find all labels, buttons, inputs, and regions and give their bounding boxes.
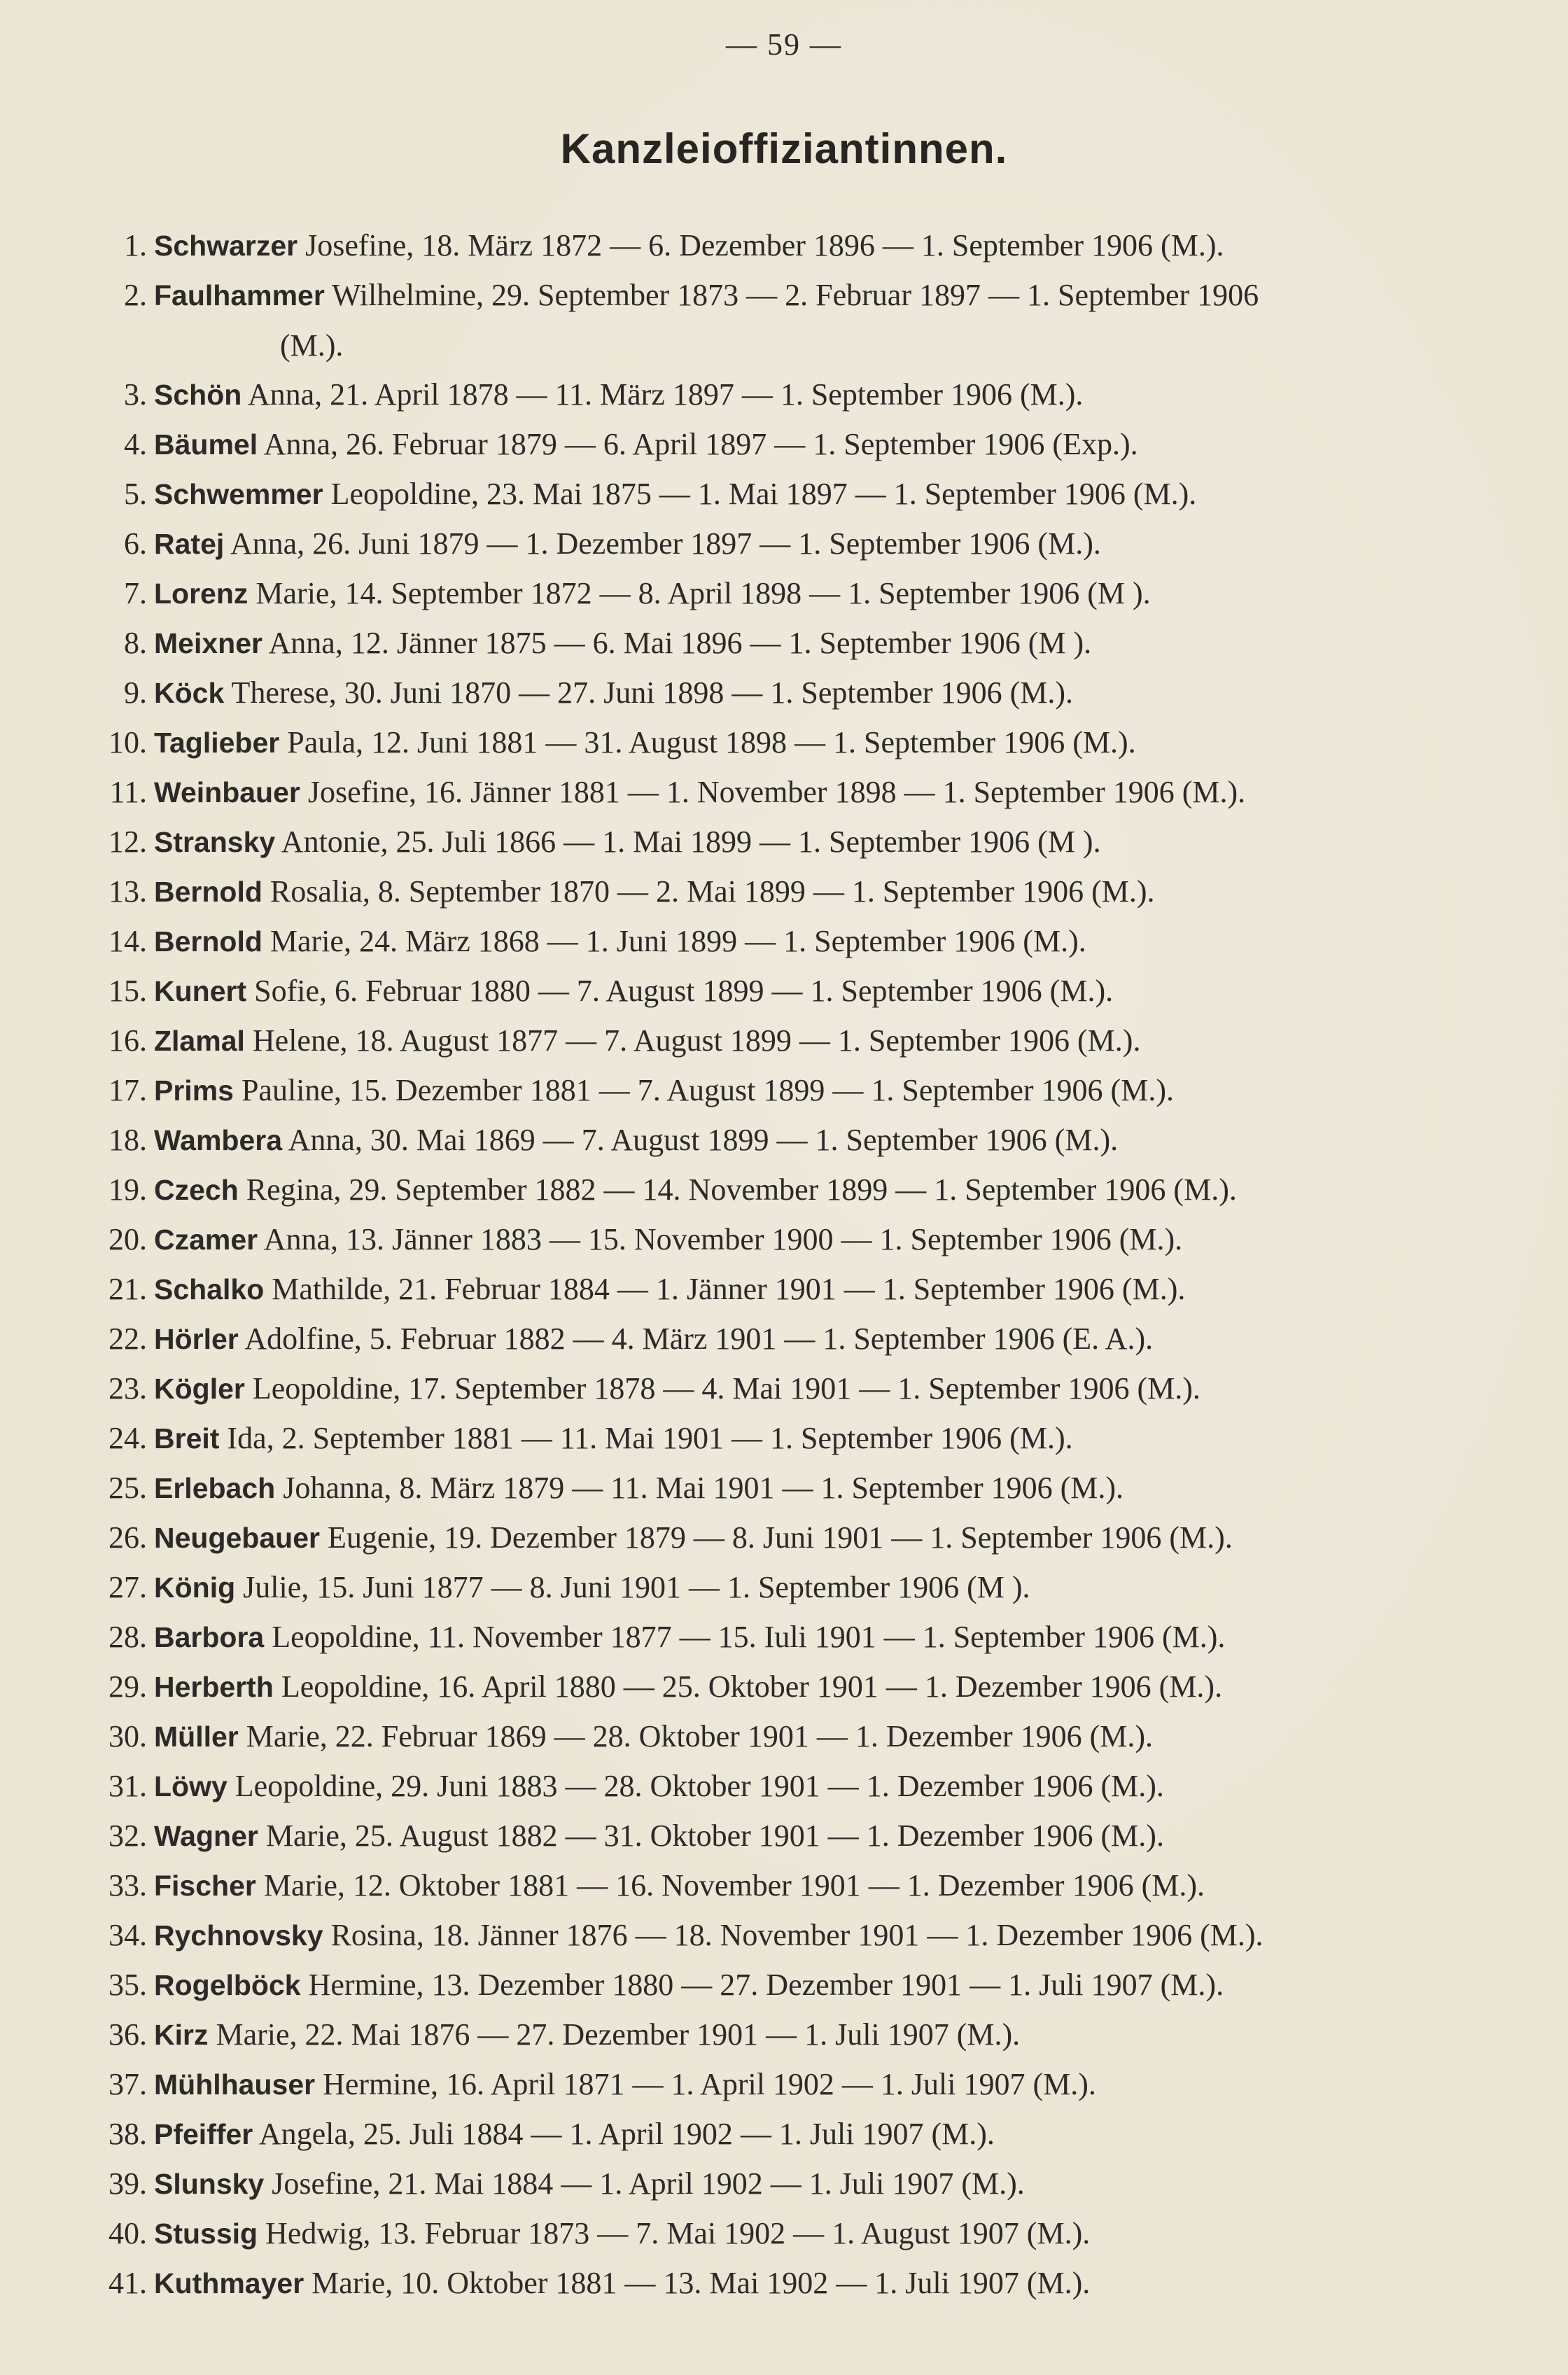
list-item bbox=[0, 717, 1568, 767]
entry-surname: Bernold bbox=[154, 925, 262, 958]
list-item bbox=[0, 1314, 1568, 1364]
entry-number: 5. bbox=[124, 477, 147, 511]
entry-text bbox=[154, 1612, 1498, 1662]
list-item bbox=[0, 419, 1568, 469]
entry-details: Anna, 26. Februar 1879 — 6. April 1897 — 1. September 1906 (Exp.). bbox=[263, 427, 1138, 461]
entry-number: 10. bbox=[108, 725, 147, 759]
entry-text bbox=[154, 1264, 1498, 1315]
entry-number: 7. bbox=[124, 576, 147, 610]
entry-details: Anna, 21. April 1878 — 11. März 1897 — 1. September 1906 (M.). bbox=[247, 377, 1084, 412]
list-item bbox=[0, 1910, 1568, 1960]
entry-text bbox=[154, 618, 1498, 668]
entry-surname: Kunert bbox=[154, 975, 247, 1007]
list-item bbox=[0, 1016, 1568, 1065]
entry-number: 37. bbox=[108, 2067, 147, 2101]
entry-text bbox=[154, 519, 1498, 569]
entry-details: Leopoldine, 23. Mai 1875 — 1. Mai 1897 — 1. September 1906 (M.). bbox=[330, 477, 1197, 511]
entry-details: Josefine, 21. Mai 1884 — 1. April 1902 — 1. Juli 1907 (M.). bbox=[272, 2166, 1025, 2201]
list-item bbox=[0, 370, 1568, 419]
list-item bbox=[0, 1662, 1568, 1711]
list-item bbox=[0, 2010, 1568, 2059]
list-item bbox=[0, 1513, 1568, 1562]
page-title: Kanzleioffiziantinnen. bbox=[560, 125, 1008, 172]
entry-details: Helene, 18. August 1877 — 7. August 1899 — 1. September 1906 (M.). bbox=[252, 1023, 1141, 1058]
list-item bbox=[0, 220, 1568, 270]
entry-surname: Breit bbox=[154, 1422, 220, 1455]
list-item bbox=[0, 1364, 1568, 1413]
entry-text bbox=[154, 1016, 1498, 1066]
entry-surname: Hörler bbox=[154, 1323, 239, 1355]
entry-surname: Fischer bbox=[154, 1870, 256, 1902]
entry-number: 30. bbox=[108, 1719, 147, 1753]
entry-details: Marie, 14. September 1872 — 8. April 1898 — 1. September 1906 (M ). bbox=[255, 576, 1151, 610]
list-item bbox=[0, 867, 1568, 916]
entry-text bbox=[154, 1861, 1498, 1911]
entry-surname: Kögler bbox=[154, 1373, 245, 1405]
entry-text bbox=[154, 419, 1498, 470]
entry-text bbox=[154, 1214, 1498, 1265]
entry-text bbox=[154, 1662, 1498, 1712]
entry-surname: Neugebauer bbox=[154, 1522, 320, 1554]
list-item bbox=[0, 2109, 1568, 2159]
entry-surname: Bäumel bbox=[154, 428, 258, 461]
entry-number: 16. bbox=[108, 1023, 147, 1058]
entry-text bbox=[154, 2208, 1498, 2259]
entry-text bbox=[154, 966, 1498, 1016]
entry-surname: Köck bbox=[154, 677, 225, 709]
entry-number: 25. bbox=[108, 1471, 147, 1505]
entry-details: Anna, 30. Mai 1869 — 7. August 1899 — 1. September 1906 (M.). bbox=[288, 1123, 1119, 1157]
entry-text bbox=[154, 1364, 1498, 1414]
entry-continuation: (M.). bbox=[280, 328, 344, 363]
entry-text bbox=[154, 220, 1498, 271]
entry-number: 39. bbox=[108, 2166, 147, 2201]
entry-number: 22. bbox=[108, 1322, 147, 1356]
entry-surname: Erlebach bbox=[154, 1472, 276, 1504]
entry-text bbox=[154, 668, 1498, 718]
list-item bbox=[0, 469, 1568, 519]
entry-details: Julie, 15. Juni 1877 — 8. Juni 1901 — 1. September 1906 (M ). bbox=[243, 1570, 1030, 1604]
entry-surname: Schwemmer bbox=[154, 478, 323, 510]
list-item bbox=[0, 2258, 1568, 2308]
list-item bbox=[0, 2059, 1568, 2109]
entry-text bbox=[154, 1513, 1498, 1563]
entry-details: Leopoldine, 29. Juni 1883 — 28. Oktober 1901 — 1. Dezember 1906 (M.). bbox=[234, 1769, 1164, 1803]
entry-details: Anna, 12. Jänner 1875 — 6. Mai 1896 — 1. September 1906 (M ). bbox=[268, 626, 1092, 660]
entry-surname: Kirz bbox=[154, 2019, 209, 2051]
entry-text bbox=[154, 867, 1498, 917]
entry-text bbox=[154, 1811, 1498, 1861]
entry-number: 8. bbox=[124, 626, 147, 660]
entry-details: Pauline, 15. Dezember 1881 — 7. August 1899 — 1. September 1906 (M.). bbox=[241, 1073, 1174, 1107]
entry-surname: Wagner bbox=[154, 1820, 258, 1852]
entry-number: 11. bbox=[109, 775, 147, 809]
entry-details: Regina, 29. September 1882 — 14. November 1899 — 1. September 1906 (M.). bbox=[246, 1172, 1237, 1207]
entry-surname: Kuthmayer bbox=[154, 2267, 304, 2299]
entry-details: Rosalia, 8. September 1870 — 2. Mai 1899 — 1. September 1906 (M.). bbox=[270, 874, 1155, 909]
list-item bbox=[0, 519, 1568, 568]
list-item bbox=[0, 1861, 1568, 1910]
entry-text bbox=[154, 1761, 1498, 1812]
list-item bbox=[0, 618, 1568, 668]
list-item bbox=[0, 1612, 1568, 1662]
entry-details: Hermine, 13. Dezember 1880 — 27. Dezember 1901 — 1. Juli 1907 (M.). bbox=[308, 1968, 1224, 2002]
entry-text bbox=[154, 817, 1498, 867]
entry-number: 26. bbox=[108, 1520, 147, 1555]
entry-surname: Czech bbox=[154, 1174, 239, 1206]
list-item bbox=[0, 1463, 1568, 1513]
entry-number: 9. bbox=[124, 675, 147, 710]
list-item bbox=[0, 1214, 1568, 1264]
entry-text bbox=[154, 1115, 1498, 1165]
entry-details: Anna, 26. Juni 1879 — 1. Dezember 1897 — 1. September 1906 (M.). bbox=[230, 526, 1101, 561]
entry-text bbox=[154, 270, 1498, 370]
entry-number: 32. bbox=[108, 1819, 147, 1853]
entry-text bbox=[154, 1314, 1498, 1364]
entry-surname: Stussig bbox=[154, 2218, 258, 2250]
list-item bbox=[0, 1811, 1568, 1861]
entry-surname: Meixner bbox=[154, 627, 262, 659]
entry-surname: Wambera bbox=[154, 1124, 283, 1156]
entry-text bbox=[154, 2159, 1498, 2209]
entry-surname: Schön bbox=[154, 379, 242, 411]
entry-details: Marie, 24. März 1868 — 1. Juni 1899 — 1. September 1906 (M.). bbox=[270, 924, 1086, 958]
list-item bbox=[0, 966, 1568, 1016]
entry-text bbox=[154, 1711, 1498, 1762]
entry-text bbox=[154, 2010, 1498, 2060]
entry-surname: König bbox=[154, 1571, 236, 1604]
entry-surname: Mühlhauser bbox=[154, 2068, 316, 2101]
entry-surname: Pfeiffer bbox=[154, 2118, 253, 2150]
list-item bbox=[0, 767, 1568, 817]
entry-details: Marie, 10. Oktober 1881 — 13. Mai 1902 — 1. Juli 1907 (M.). bbox=[312, 2266, 1091, 2300]
entry-details: Mathilde, 21. Februar 1884 — 1. Jänner 1901 — 1. September 1906 (M.). bbox=[272, 1272, 1186, 1306]
entry-details: Paula, 12. Juni 1881 — 31. August 1898 — 1. September 1906 (M.). bbox=[287, 725, 1136, 759]
entry-number: 21. bbox=[108, 1272, 147, 1306]
entry-details: Leopoldine, 17. September 1878 — 4. Mai 1901 — 1. September 1906 (M.). bbox=[252, 1371, 1200, 1406]
entry-number: 19. bbox=[108, 1172, 147, 1207]
entry-details: Antonie, 25. Juli 1866 — 1. Mai 1899 — 1. September 1906 (M ). bbox=[281, 825, 1101, 859]
entry-text bbox=[154, 1910, 1498, 1961]
entry-number: 28. bbox=[108, 1620, 147, 1654]
entry-number: 14. bbox=[108, 924, 147, 958]
entry-surname: Faulhammer bbox=[154, 279, 325, 311]
entry-details: Marie, 12. Oktober 1881 — 16. November 1901 — 1. Dezember 1906 (M.). bbox=[263, 1868, 1205, 1903]
entry-number: 35. bbox=[108, 1968, 147, 2002]
entry-text bbox=[154, 717, 1498, 768]
entry-surname: Rogelböck bbox=[154, 1969, 301, 2001]
entry-details: Leopoldine, 16. April 1880 — 25. Oktober 1901 — 1. Dezember 1906 (M.). bbox=[281, 1669, 1223, 1704]
entry-number: 24. bbox=[108, 1421, 147, 1455]
entry-details: Hedwig, 13. Februar 1873 — 7. Mai 1902 — 1. August 1907 (M.). bbox=[265, 2216, 1091, 2250]
entry-details: Marie, 22. Februar 1869 — 28. Oktober 1901 — 1. Dezember 1906 (M.). bbox=[246, 1719, 1154, 1753]
list-item bbox=[0, 1761, 1568, 1811]
entry-surname: Weinbauer bbox=[154, 776, 300, 808]
entry-number: 6. bbox=[124, 526, 147, 561]
entry-text bbox=[154, 2258, 1498, 2309]
entry-surname: Czamer bbox=[154, 1224, 258, 1256]
list-item bbox=[0, 270, 1568, 370]
entry-surname: Prims bbox=[154, 1074, 234, 1107]
entry-details: Josefine, 16. Jänner 1881 — 1. November 1898 — 1. September 1906 (M.). bbox=[307, 775, 1246, 809]
entry-surname: Müller bbox=[154, 1721, 239, 1753]
entry-surname: Schalko bbox=[154, 1273, 265, 1305]
entry-details: Johanna, 8. März 1879 — 11. Mai 1901 — 1. September 1906 (M.). bbox=[283, 1471, 1124, 1505]
entry-surname: Bernold bbox=[154, 876, 262, 908]
list-item bbox=[0, 1562, 1568, 1612]
entry-surname: Herberth bbox=[154, 1671, 274, 1703]
entry-details: Sofie, 6. Februar 1880 — 7. August 1899 — 1. September 1906 (M.). bbox=[254, 974, 1114, 1008]
entry-list bbox=[0, 220, 1568, 2308]
entry-number: 18. bbox=[108, 1123, 147, 1157]
entry-surname: Rychnovsky bbox=[154, 1919, 323, 1952]
entry-number: 3. bbox=[124, 377, 147, 412]
entry-surname: Stransky bbox=[154, 826, 276, 858]
entry-text bbox=[154, 469, 1498, 519]
entry-surname: Slunsky bbox=[154, 2168, 265, 2200]
entry-details: Therese, 30. Juni 1870 — 27. Juni 1898 — 1. September 1906 (M.). bbox=[231, 675, 1074, 710]
entry-details: Marie, 22. Mai 1876 — 27. Dezember 1901 — 1. Juli 1907 (M.). bbox=[216, 2017, 1021, 2052]
entry-details: Rosina, 18. Jänner 1876 — 18. November 1901 — 1. Dezember 1906 (M.). bbox=[330, 1918, 1264, 1952]
list-item bbox=[0, 1264, 1568, 1314]
entry-number: 31. bbox=[108, 1769, 147, 1803]
entry-surname: Schwarzer bbox=[154, 230, 298, 262]
entry-text bbox=[154, 767, 1498, 818]
entry-number: 17. bbox=[108, 1073, 147, 1107]
list-item bbox=[0, 916, 1568, 966]
entry-details: Josefine, 18. März 1872 — 6. Dezember 1896 — 1. September 1906 (M.). bbox=[305, 228, 1224, 262]
entry-details: Ida, 2. September 1881 — 11. Mai 1901 — 1. September 1906 (M.). bbox=[227, 1421, 1073, 1455]
entry-number: 33. bbox=[108, 1868, 147, 1903]
list-item bbox=[0, 1115, 1568, 1165]
entry-number: 36. bbox=[108, 2017, 147, 2052]
entry-details: Wilhelmine, 29. September 1873 — 2. Februar 1897 — 1. September 1906 bbox=[332, 278, 1259, 312]
entry-number: 40. bbox=[108, 2216, 147, 2250]
list-item bbox=[0, 2208, 1568, 2258]
entry-number: 15. bbox=[108, 974, 147, 1008]
list-item bbox=[0, 1165, 1568, 1214]
list-item bbox=[0, 1960, 1568, 2010]
entry-number: 4. bbox=[124, 427, 147, 461]
entry-surname: Zlamal bbox=[154, 1025, 245, 1057]
list-item bbox=[0, 817, 1568, 867]
entry-details: Hermine, 16. April 1871 — 1. April 1902 — 1. Juli 1907 (M.). bbox=[323, 2067, 1096, 2101]
entry-text bbox=[154, 1065, 1498, 1116]
entry-surname: Lorenz bbox=[154, 577, 248, 610]
entry-text bbox=[154, 2059, 1498, 2110]
entry-details: Marie, 25. August 1882 — 31. Oktober 1901 — 1. Dezember 1906 (M.). bbox=[265, 1819, 1164, 1853]
entry-details: Angela, 25. Juli 1884 — 1. April 1902 — 1. Juli 1907 (M.). bbox=[258, 2117, 995, 2151]
list-item bbox=[0, 1413, 1568, 1463]
entry-number: 41. bbox=[108, 2266, 147, 2300]
entry-text bbox=[154, 1960, 1498, 2010]
entry-details: Eugenie, 19. Dezember 1879 — 8. Juni 1901 — 1. September 1906 (M.). bbox=[327, 1520, 1233, 1555]
entry-text bbox=[154, 1165, 1498, 1215]
list-item bbox=[0, 568, 1568, 618]
entry-text bbox=[154, 1463, 1498, 1513]
entry-surname: Taglieber bbox=[154, 727, 280, 759]
entry-number: 12. bbox=[108, 825, 147, 859]
entry-number: 20. bbox=[108, 1222, 147, 1256]
list-item bbox=[0, 2159, 1568, 2208]
entry-number: 13. bbox=[108, 874, 147, 909]
page-number: — 59 — bbox=[726, 27, 842, 62]
entry-number: 29. bbox=[108, 1669, 147, 1704]
entry-text bbox=[154, 568, 1498, 619]
entry-details: Anna, 13. Jänner 1883 — 15. November 1900 — 1. September 1906 (M.). bbox=[263, 1222, 1183, 1256]
entry-number: 2. bbox=[124, 278, 147, 312]
entry-surname: Löwy bbox=[154, 1770, 227, 1802]
list-item bbox=[0, 1065, 1568, 1115]
entry-details: Leopoldine, 11. November 1877 — 15. Iuli 1901 — 1. September 1906 (M.). bbox=[272, 1620, 1226, 1654]
entry-text bbox=[154, 2109, 1498, 2159]
entry-surname: Barbora bbox=[154, 1621, 265, 1653]
list-item bbox=[0, 668, 1568, 717]
entry-surname: Ratej bbox=[154, 528, 225, 560]
entry-text bbox=[154, 1413, 1498, 1464]
entry-text bbox=[154, 370, 1498, 420]
entry-text bbox=[154, 916, 1498, 967]
entry-number: 34. bbox=[108, 1918, 147, 1952]
entry-number: 27. bbox=[108, 1570, 147, 1604]
entry-text bbox=[154, 1562, 1498, 1613]
entry-details: Adolfine, 5. Februar 1882 — 4. März 1901 — 1. September 1906 (E. A.). bbox=[244, 1322, 1154, 1356]
entry-number: 1. bbox=[124, 228, 147, 262]
list-item bbox=[0, 1711, 1568, 1761]
entry-number: 38. bbox=[108, 2117, 147, 2151]
entry-number: 23. bbox=[108, 1371, 147, 1406]
